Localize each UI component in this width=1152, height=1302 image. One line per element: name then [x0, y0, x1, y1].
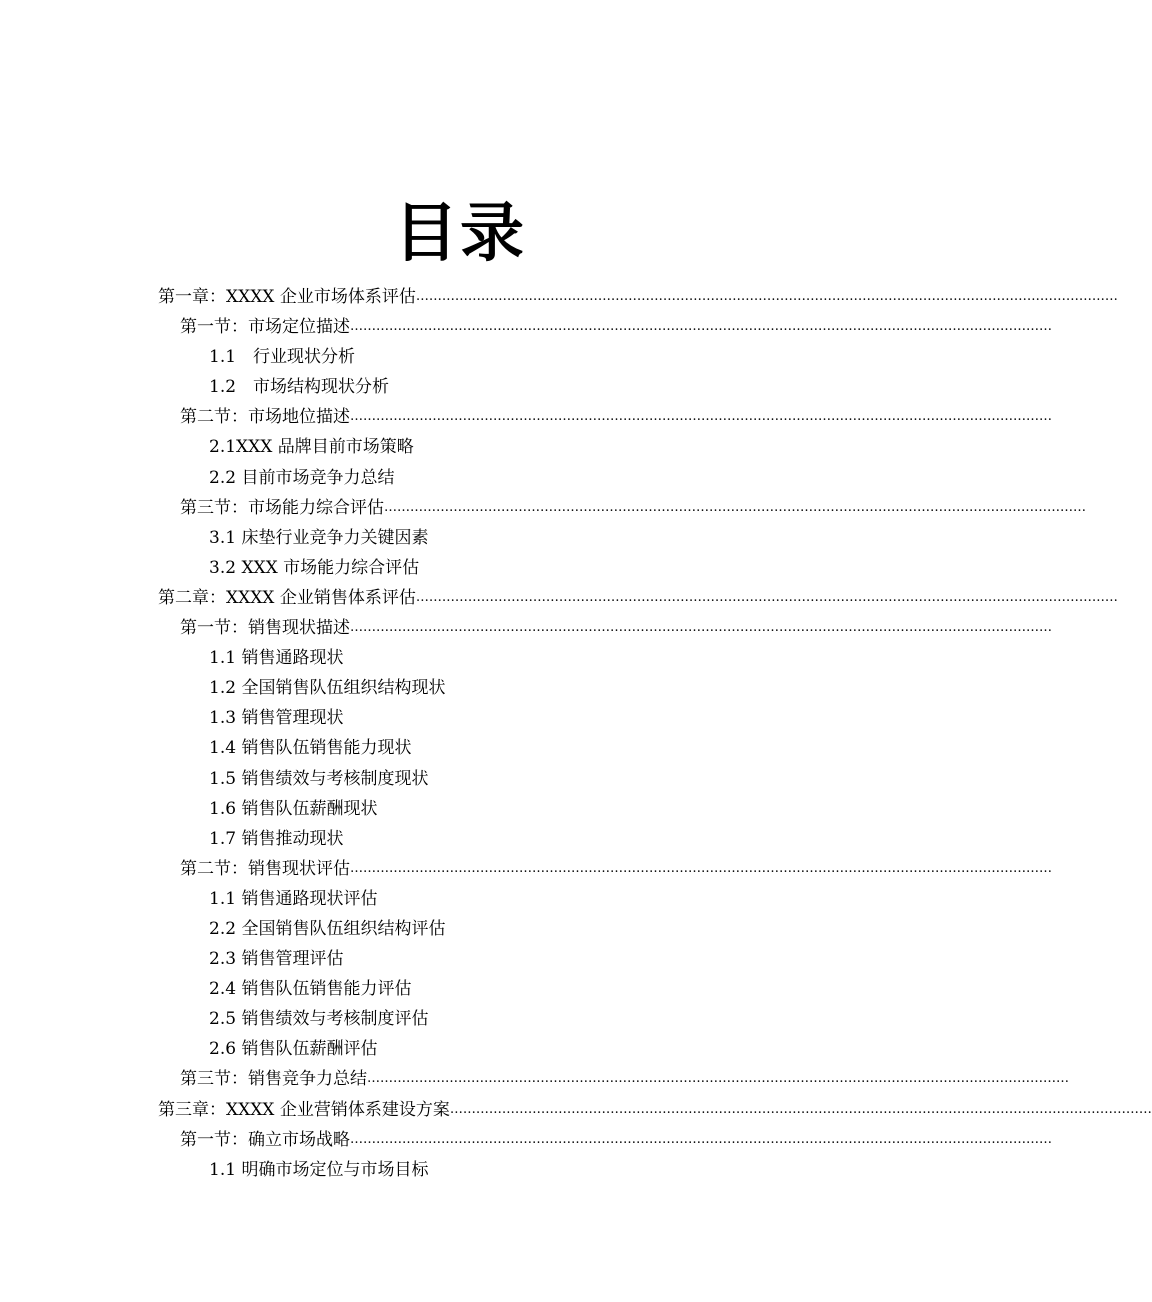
toc-entry-label: 1.1 行业现状分析 — [209, 347, 356, 368]
toc-entry-label: 2.1XXX 品牌目前市场策略 — [209, 437, 414, 458]
toc-entry-item[interactable] — [0, 1004, 920, 1034]
toc-entry-section[interactable] — [0, 1125, 1052, 1155]
toc-entry-label: 1.1 销售通路现状 — [209, 648, 344, 669]
toc-entry-item[interactable] — [0, 553, 920, 583]
toc-entry-label: 第一节：市场定位描述 — [180, 317, 350, 338]
toc-entry-label: 1.6 销售队伍薪酬现状 — [209, 798, 378, 819]
toc-entry-item[interactable] — [0, 764, 920, 794]
toc-leader-dots: ……………………………………………………………………………………………………………………………………………… — [350, 860, 1052, 876]
toc-leader-dots: ……………………………………………………………………………………………………………………………………………… — [449, 1101, 1152, 1117]
toc-entry-item[interactable] — [0, 974, 920, 1004]
toc-entry-item[interactable] — [0, 703, 920, 733]
toc-entry-item[interactable] — [0, 342, 920, 372]
toc-entry-section[interactable] — [0, 402, 1052, 432]
toc-entry-chapter[interactable] — [0, 282, 1118, 312]
toc-entry-item[interactable] — [0, 1034, 920, 1064]
toc-entry-chapter[interactable] — [0, 1095, 1152, 1125]
toc-entry-section[interactable] — [0, 312, 1052, 342]
toc-entry-label: 2.2 目前市场竞争力总结 — [209, 467, 395, 488]
toc-entry-label: 1.2 全国销售队伍组织结构现状 — [209, 678, 446, 699]
toc-entry-label: 1.2 市场结构现状分析 — [209, 377, 390, 398]
toc-entry-label: 2.5 销售绩效与考核制度评估 — [209, 1009, 429, 1030]
toc-entry-label: 1.7 销售推动现状 — [209, 828, 344, 849]
toc-entry-label: 第一章：XXXX 企业市场体系评估 — [158, 287, 416, 307]
toc-leader-dots: ……………………………………………………………………………………………………………………………………………… — [415, 589, 1118, 605]
toc-entry-label: 第一节：确立市场战略 — [180, 1129, 350, 1150]
toc-entry-item[interactable] — [0, 643, 920, 673]
toc-entry-label: 第二章：XXXX 企业销售体系评估 — [158, 587, 416, 608]
toc-leader-dots: ……………………………………………………………………………………………………………………………………………… — [350, 620, 1052, 636]
toc-entry-section[interactable] — [0, 613, 1052, 643]
toc-title: 目录 — [394, 197, 526, 271]
toc-entry-label: 第二节：市场地位描述 — [180, 407, 350, 428]
toc-entry-item[interactable] — [0, 733, 920, 763]
toc-leader-dots: ……………………………………………………………………………………………………………………………………………… — [350, 1131, 1052, 1147]
toc-entry-label: 2.4 销售队伍销售能力评估 — [209, 979, 412, 1000]
toc-entry-label: 第一节：销售现状描述 — [180, 618, 350, 639]
toc-entry-label: 1.4 销售队伍销售能力现状 — [209, 738, 412, 759]
toc-entry-label: 第三章：XXXX 企业营销体系建设方案 — [158, 1099, 450, 1120]
toc-entry-item[interactable] — [0, 794, 920, 824]
toc-entry-label: 2.2 全国销售队伍组织结构评估 — [209, 918, 446, 939]
toc-leader-dots: ……………………………………………………………………………………………………………………………………………… — [367, 1071, 1069, 1087]
toc-entry-item[interactable] — [0, 944, 920, 974]
toc-leader-dots: ……………………………………………………………………………………………………………………………………………… — [384, 499, 1086, 515]
toc-entry-label: 1.3 销售管理现状 — [209, 708, 344, 729]
toc-entry-label: 1.1 明确市场定位与市场目标 — [209, 1159, 429, 1180]
toc-entry-item[interactable] — [0, 372, 920, 402]
toc-entry-label: 1.5 销售绩效与考核制度现状 — [209, 768, 429, 789]
toc-entry-item[interactable] — [0, 432, 920, 462]
toc-entry-section[interactable] — [0, 1064, 1069, 1094]
toc-entry-label: 3.1 床垫行业竞争力关键因素 — [209, 527, 429, 548]
toc-entry-section[interactable] — [0, 493, 1086, 523]
toc-entry-chapter[interactable] — [0, 583, 1118, 613]
toc-entry-item[interactable] — [0, 523, 920, 553]
toc-entry-item[interactable] — [0, 884, 920, 914]
toc-leader-dots: ……………………………………………………………………………………………………………………………………………… — [350, 319, 1052, 335]
toc-entry-label: 第三节：市场能力综合评估 — [180, 497, 384, 518]
toc-leader-dots: ……………………………………………………………………………………………………………………………………………… — [350, 409, 1052, 425]
toc-entry-item[interactable] — [0, 824, 920, 854]
toc-entry-section[interactable] — [0, 854, 1052, 884]
toc-entry-item[interactable] — [0, 914, 920, 944]
toc-entry-label: 2.6 销售队伍薪酬评估 — [209, 1039, 378, 1060]
toc-entry-label: 3.2 XXX 市场能力综合评估 — [209, 557, 420, 578]
toc-entry-label: 2.3 销售管理评估 — [209, 949, 344, 970]
toc-entry-item[interactable] — [0, 673, 920, 703]
toc-leader-dots: ……………………………………………………………………………………………………………………………………………… — [415, 289, 1118, 304]
toc-entry-label: 第二节：销售现状评估 — [180, 858, 350, 879]
toc-list — [0, 282, 1152, 1185]
toc-entry-label: 第三节：销售竞争力总结 — [180, 1069, 367, 1090]
toc-entry-item[interactable] — [0, 1155, 920, 1185]
toc-entry-item[interactable] — [0, 463, 920, 493]
toc-entry-label: 1.1 销售通路现状评估 — [209, 888, 378, 909]
